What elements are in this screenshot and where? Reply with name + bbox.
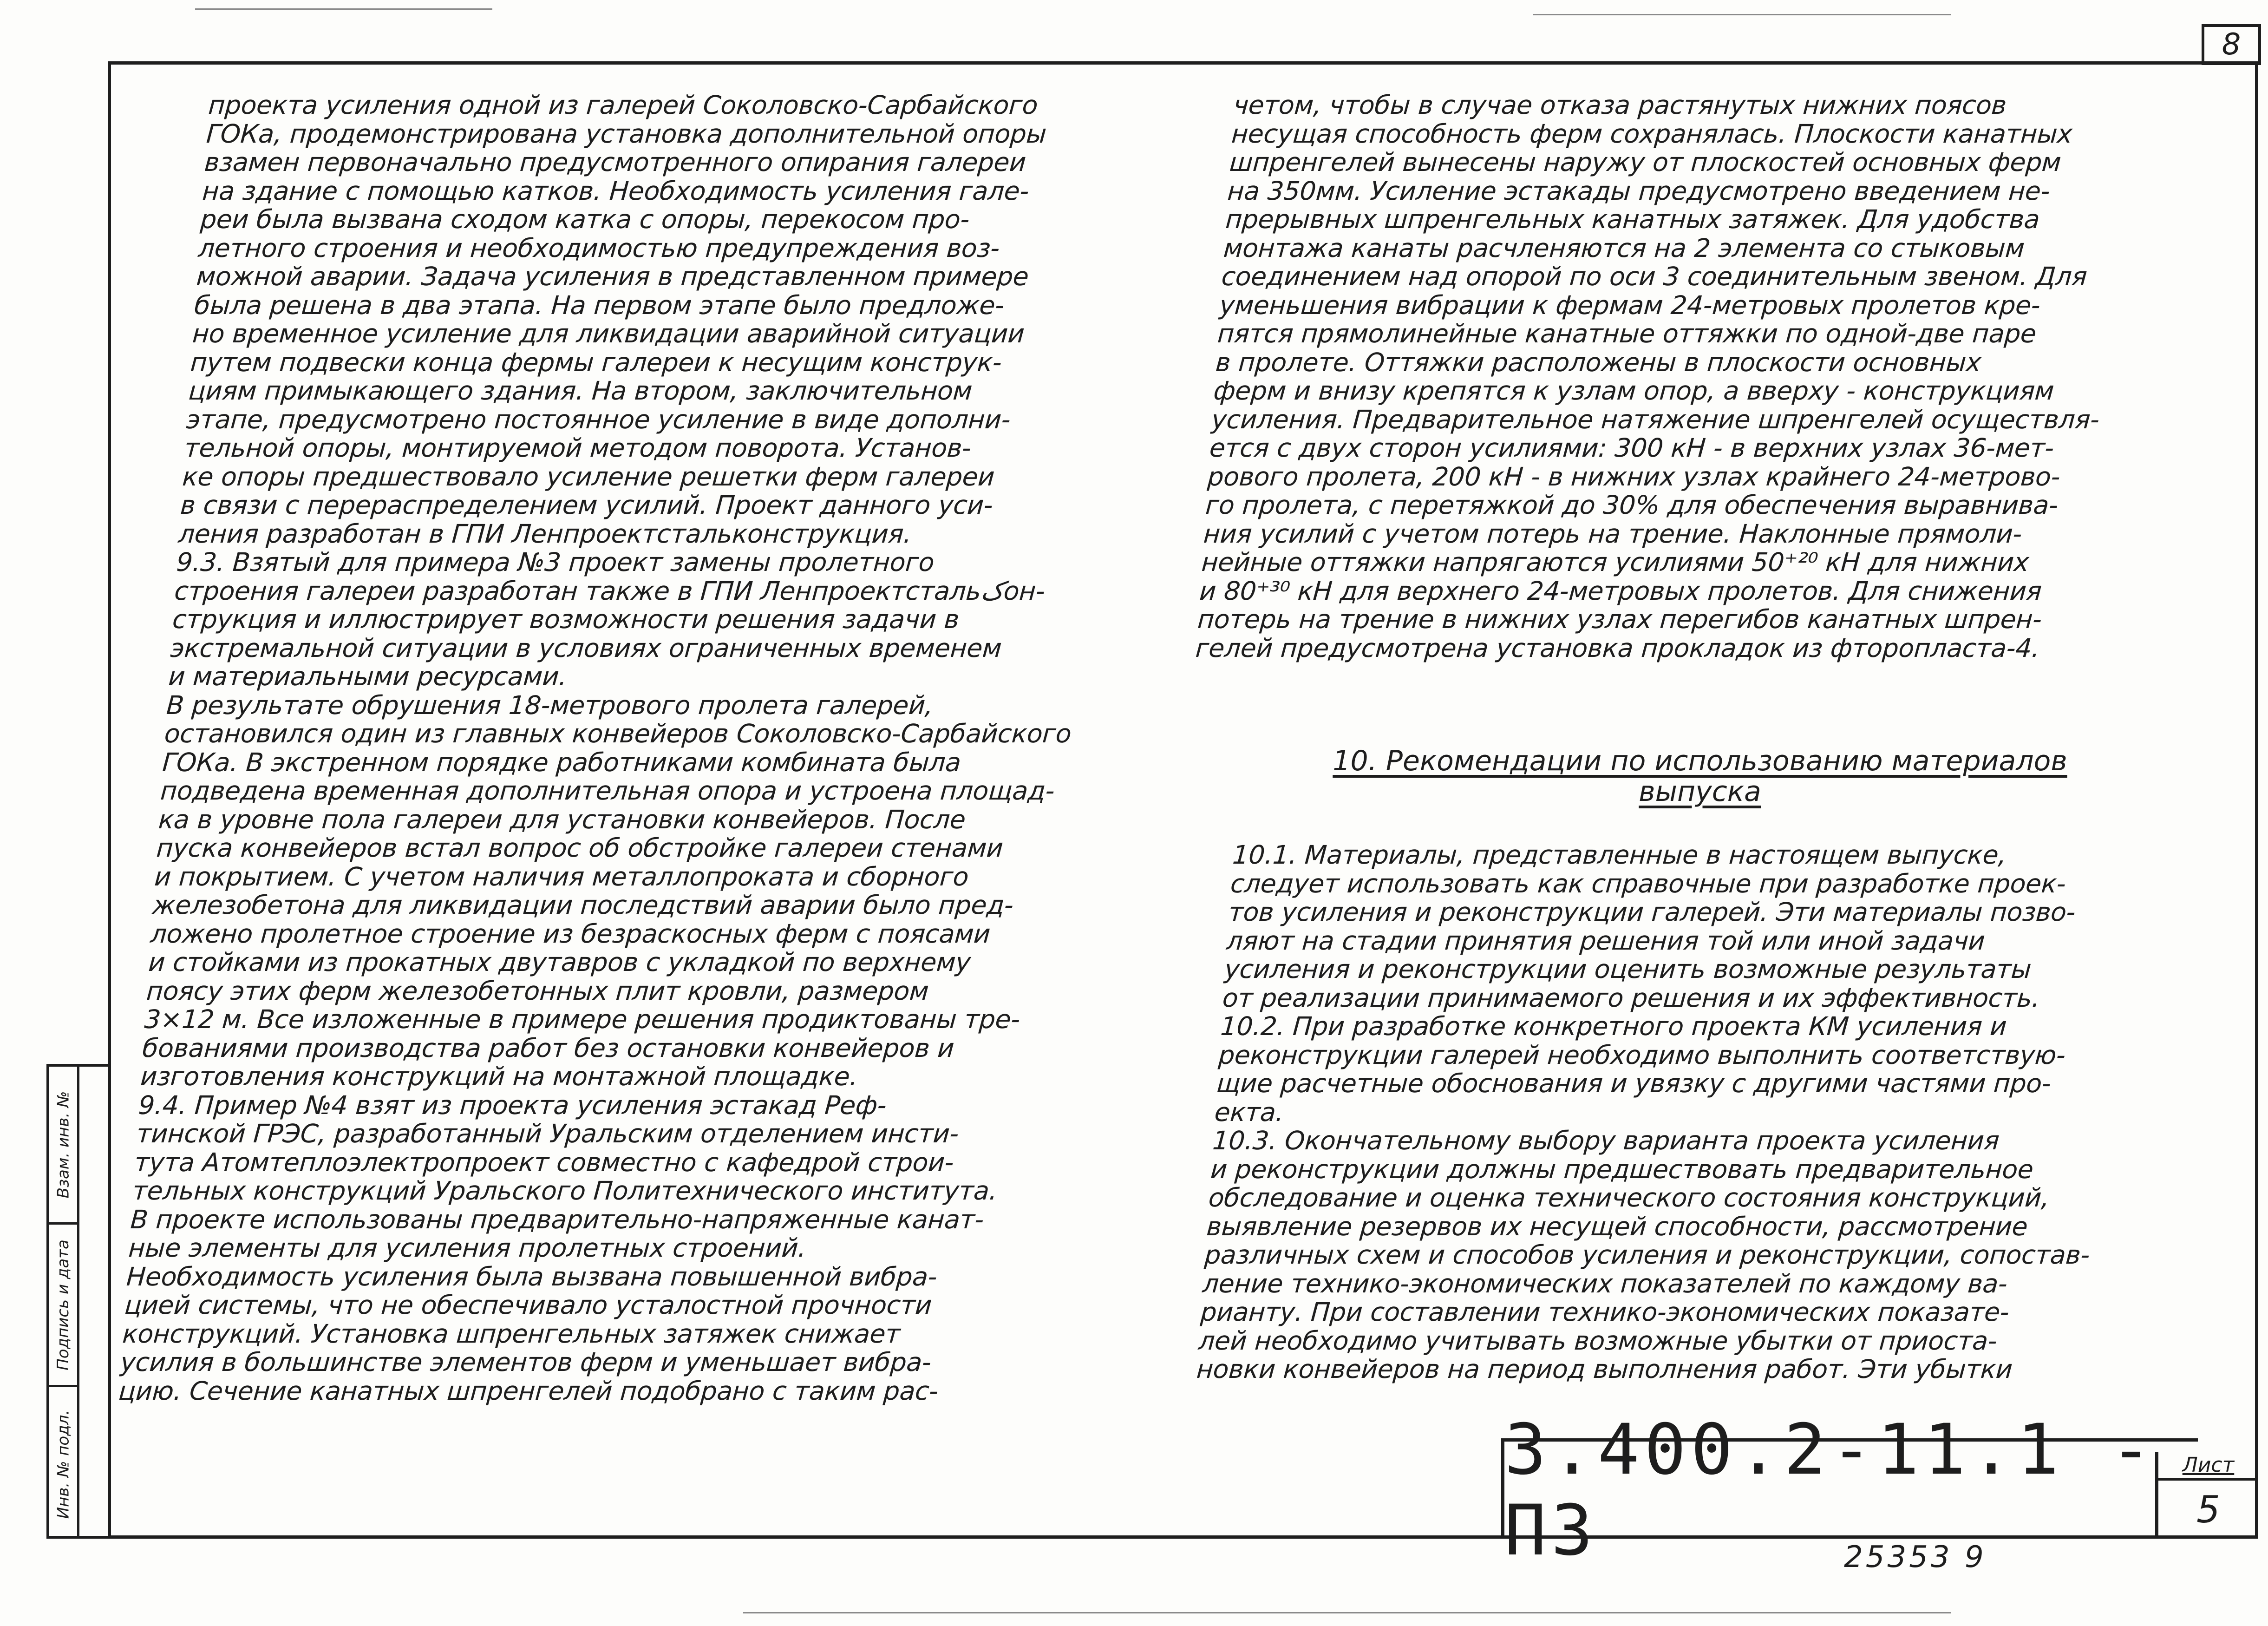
text-line: ка в уровне пола галереи для установки конвейеров. После (157, 804, 967, 834)
right-text-column-section10 (1196, 841, 2207, 1384)
section-heading (1226, 746, 2174, 807)
sheet-list-box (2155, 1452, 2258, 1539)
text-line: подведена временная дополнительная опора и устроена площад- (159, 776, 1056, 806)
text-line: этапе, предусмотрено постоянное усиление в виде дополни- (185, 404, 1012, 434)
text-line: экстремальной ситуации в условиях ограниченных временем (169, 633, 1003, 663)
text-line: путем подвески конца фермы галереи к несущим конструк- (189, 347, 1003, 377)
inv-podl-cell (49, 1387, 77, 1541)
text-line: ГОКа. В экстренном порядке работниками комбината была (161, 747, 962, 777)
text-line: изготовления конструкций на монтажной площадке. (139, 1062, 859, 1091)
vzam-inv-label: Взам. инв. № (54, 1091, 73, 1198)
text-line: нейные оттяжки напрягаются усилиями 50⁺²⁰ кН для нижних (1200, 547, 2030, 577)
text-line: поясу этих ферм железобетонных плит кровли, размером (145, 976, 930, 1006)
text-line: 10.3. Окончательному выбору варианта проекта усиления (1211, 1126, 2000, 1155)
text-line: усиления и реконструкции оценить возможные результаты (1223, 954, 2033, 984)
text-line: и покрытием. С учетом наличия металлопроката и сборного (153, 861, 970, 892)
text-line: цией системы, что не обеспечивало усталостной прочности (123, 1290, 933, 1320)
text-line: тинской ГРЭС, разработанный Уральским отделением инсти- (135, 1119, 960, 1148)
text-line: тута Атомтеплоэлектропроект совместно с кафедрой строи- (133, 1147, 955, 1177)
sheet-list-label: Лист (2158, 1452, 2258, 1481)
text-line: летного строения и необходимостью предупреждения воз- (197, 233, 1001, 263)
text-line: следует использовать как справочные при разработке проек- (1229, 868, 2067, 898)
text-line: ГОКа, продемонстрирована установка дополнительной опоры (205, 118, 1048, 149)
sheet-number-top-box (2202, 24, 2261, 65)
text-line: на 350мм. Усиление эстакады предусмотрено введением не- (1226, 176, 2051, 206)
bottom-edge-line (743, 1612, 1951, 1613)
text-line: обследование и оценка технического состояния конструкций, (1207, 1183, 2051, 1213)
text-line: в пролете. Оттяжки расположены в плоскости основных (1214, 347, 1982, 377)
text-line: 10.1. Материалы, представленные в настоящем выпуске, (1231, 840, 2007, 870)
text-line: 9.3. Взятый для примера №3 проект замены пролетного (175, 547, 935, 577)
right-text-column (1195, 91, 2208, 662)
podpis-data-label: Подпись и дата (54, 1239, 73, 1370)
text-line: тельной опоры, монтируемой методом поворота. Установ- (183, 433, 972, 463)
text-line: го пролета, с перетяжкой до 30% для обеспечения выравнива- (1204, 490, 2059, 520)
text-line: лей необходимо учитывать возможные убытки от приоста- (1197, 1325, 1998, 1356)
text-line: усиления. Предварительное натяжение шпренгелей осуществля- (1210, 404, 2101, 434)
text-line: выявление резервов их несущей способности, рассмотрение (1205, 1211, 2029, 1241)
section-heading-line1: 10. Рекомендации по использованию материалов (1333, 745, 2067, 777)
text-line: тельных конструкций Уральского Политехнического института. (131, 1176, 999, 1206)
vzam-inv-cell (49, 1067, 77, 1225)
text-line: В проекте использованы предварительно-напряженные канат- (129, 1204, 985, 1234)
text-line: 10.2. При разработке конкретного проекта КМ усиления и (1219, 1011, 2008, 1041)
text-line: реконструкции галерей необходимо выполнить соответствую- (1217, 1040, 2067, 1070)
document-code: 3.400.2-11.1 - ПЗ (1504, 1409, 2157, 1571)
text-line: тов усиления и реконструкции галерей. Эти материалы позво- (1227, 897, 2077, 927)
side-title-strip (46, 1064, 108, 1539)
text-line: соединением над опорой по оси 3 соединительным звеном. Для (1220, 262, 2088, 291)
text-line: на здание с помощью катков. Необходимость усиления гале- (201, 176, 1030, 206)
text-line: ферм и внизу крепятся к узлам опор, а вверху - конструкциям (1212, 376, 2055, 406)
text-line: железобетона для ликвидации последствий аварии было пред- (151, 890, 1015, 920)
text-line: потерь на трение в нижних узлах перегибов канатных шпрен- (1196, 604, 2043, 634)
text-line: реи была вызвана сходом катка с опоры, перекосом про- (199, 204, 971, 234)
text-line: от реализации принимаемого решения и их эффективность. (1222, 983, 2041, 1013)
text-line: остановился один из главных конвейеров Соколовско-Сарбайского (163, 719, 1072, 748)
text-line: взамен первоначально предусмотренного опирания галереи (203, 147, 1027, 177)
text-line: рового пролета, 200 кН - в нижних узлах крайнего 24-метрово- (1206, 461, 2061, 492)
text-line: строения галереи разработан также в ГПИ Ленпроектстальکон- (173, 576, 1046, 606)
text-line: и стойками из прокатных двутавров с укладкой по верхнему (147, 947, 972, 977)
sheet-number-top: 8 (2222, 27, 2241, 62)
text-line: цию. Сечение канатных шпренгелей подобрано с таким рас- (118, 1376, 940, 1406)
text-line: ления разработан в ГПИ Ленпроектстальконструкция. (177, 518, 913, 549)
text-line: можной аварии. Задача усиления в представленном примере (195, 262, 1030, 291)
text-line: пуска конвейеров встал вопрос об обстройке галереи стенами (155, 833, 1004, 863)
text-line: прерывных шпренгельных канатных затяжек. Для удобства (1224, 204, 2041, 234)
text-line: и материальными ресурсами. (167, 662, 568, 691)
text-line: но временное усиление для ликвидации аварийной ситуации (191, 319, 1026, 348)
text-line: монтажа канаты расчленяются на 2 элемента со стыковым (1222, 233, 2026, 263)
sheet-list-number: 5 (2196, 1488, 2220, 1531)
podpis-data-cell (49, 1225, 77, 1387)
text-line: и 80⁺³⁰ кН для верхнего 24-метровых пролетов. Для снижения (1198, 576, 2043, 606)
text-line: четом, чтобы в случае отказа растянутых нижних поясов (1232, 90, 2008, 120)
text-line: бованиями производства работ без остановки конвейеров и (141, 1033, 955, 1063)
text-line: рианту. При составлении технико-экономических показате- (1199, 1297, 2010, 1327)
text-line: струкция и иллюстрирует возможности решения задачи в (171, 604, 961, 634)
text-line: 3×12 м. Все изложенные в примере решения продиктованы тре- (143, 1004, 1021, 1034)
top-edge-line (195, 8, 492, 10)
text-line: была решена в два этапа. На первом этапе было предложе- (193, 290, 1006, 320)
text-line: гелей предусмотрена установка прокладок из фторопласта-4. (1194, 633, 2041, 663)
left-text-column (118, 91, 1208, 1405)
text-line: шпренгелей вынесены наружу от плоскостей основных ферм (1229, 147, 2062, 177)
text-line: усилия в большинстве элементов ферм и уменьшает вибра- (119, 1347, 932, 1377)
text-line: Необходимость усиления была вызвана повышенной вибра- (125, 1261, 938, 1292)
archive-number: 25353 9 (1844, 1540, 1987, 1574)
text-line: проекта усиления одной из галерей Соколовско-Сарбайского (207, 90, 1039, 120)
text-line: ется с двух сторон усилиями: 300 кН - в верхних узлах 36-мет- (1209, 433, 2055, 463)
text-line: щие расчетные обоснования и увязку с другими частями про- (1216, 1069, 2052, 1098)
text-line: В результате обрушения 18-метрового пролета галерей, (165, 690, 935, 720)
text-line: ные элементы для усиления пролетных строений. (127, 1233, 807, 1263)
inv-podl-label: Инв. № подл. (54, 1410, 73, 1519)
text-line: ложено пролетное строение из безраскосных ферм с поясами (149, 918, 992, 949)
text-line: уменьшения вибрации к фермам 24-метровых пролетов кре- (1218, 290, 2041, 320)
text-line: циям примыкающего здания. На втором, заключительном (187, 376, 974, 406)
text-line: ляют на стадии принятия решения той или иной задачи (1225, 925, 1986, 956)
text-line: пятся прямолинейные канатные оттяжки по одной-две паре (1216, 319, 2037, 348)
text-line: ление технико-экономических показателей по каждому ва- (1202, 1268, 2008, 1298)
top-edge-line-right (1533, 14, 1951, 15)
text-line: несущая способность ферм сохранялась. Плоскости канатных (1230, 118, 2073, 149)
text-line: 9.4. Пример №4 взят из проекта усиления эстакад Реф- (137, 1090, 888, 1120)
text-line: и реконструкции должны предшествовать предварительное (1209, 1154, 2034, 1184)
text-line: екта. (1213, 1097, 1285, 1127)
text-line: различных схем и способов усиления и реконструкции, сопостав- (1203, 1240, 2091, 1270)
text-line: ния усилий с учетом потерь на трение. Наклонные прямоли- (1203, 518, 2023, 549)
text-line: конструкций. Установка шпренгельных затяжек снижает (121, 1318, 902, 1349)
section-heading-line2: выпуска (1639, 775, 1761, 808)
text-line: ке опоры предшествовало усиление решетки ферм галереи (181, 461, 996, 492)
text-line: новки конвейеров на период выполнения работ. Эти убытки (1196, 1354, 2013, 1384)
text-line: в связи с перераспределением усилий. Проект данного уси- (179, 490, 994, 520)
